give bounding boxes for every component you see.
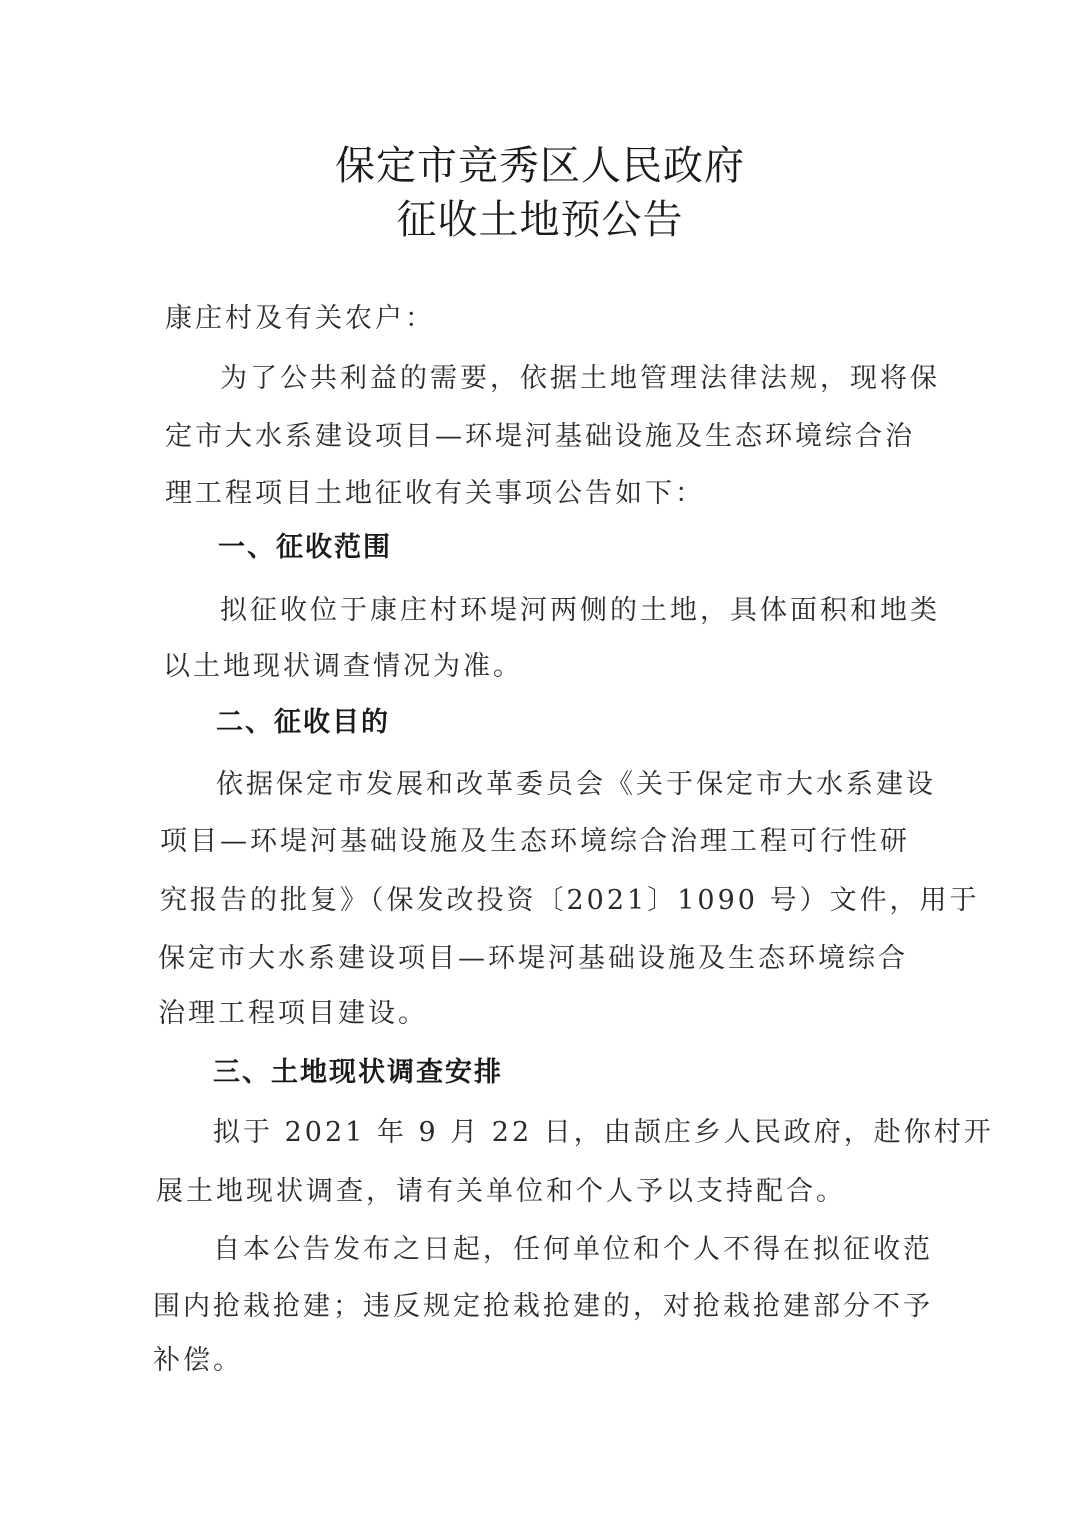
- intro-line-2: 定市大水系建设项目—环堤河基础设施及生态环境综合治: [165, 421, 915, 452]
- salutation: 康庄村及有关农户：: [165, 303, 435, 334]
- document-title-line1: 保定市竞秀区人民政府: [335, 143, 745, 189]
- section-2-line-2: 项目—环堤河基础设施及生态环境综合治理工程可行性研: [160, 826, 910, 857]
- notice-line-3: 补偿。: [153, 1345, 243, 1376]
- intro-line-3: 理工程项目土地征收有关事项公告如下：: [165, 478, 705, 509]
- document-title-line2: 征收土地预公告: [396, 197, 684, 243]
- section-3-line-1: 拟于 2021 年 9 月 22 日，由颉庄乡人民政府，赴你村开: [213, 1117, 994, 1148]
- section-1-line-2: 以土地现状调查情况为准。: [163, 651, 523, 682]
- notice-line-1: 自本公告发布之日起，任何单位和个人不得在拟征收范: [213, 1234, 933, 1265]
- intro-line-1: 为了公共利益的需要，依据土地管理法律法规，现将保: [220, 363, 940, 394]
- section-2-line-3: 究报告的批复》（保发改投资〔2021〕1090 号）文件，用于: [160, 885, 980, 916]
- notice-line-2: 围内抢栽抢建；违反规定抢栽抢建的，对抢栽抢建部分不予: [153, 1291, 933, 1322]
- section-1-heading: 一、征收范围: [218, 532, 392, 563]
- section-1-line-1: 拟征收位于康庄村环堤河两侧的土地，具体面积和地类: [220, 595, 940, 626]
- section-2-line-1: 依据保定市发展和改革委员会《关于保定市大水系建设: [216, 769, 936, 800]
- section-3-heading: 三、土地现状调查安排: [213, 1057, 503, 1088]
- section-3-line-2: 展土地现状调查，请有关单位和个人予以支持配合。: [156, 1176, 846, 1207]
- section-2-heading: 二、征收目的: [216, 707, 390, 738]
- section-2-line-5: 治理工程项目建设。: [158, 998, 428, 1029]
- section-2-line-4: 保定市大水系建设项目—环堤河基础设施及生态环境综合: [158, 943, 908, 974]
